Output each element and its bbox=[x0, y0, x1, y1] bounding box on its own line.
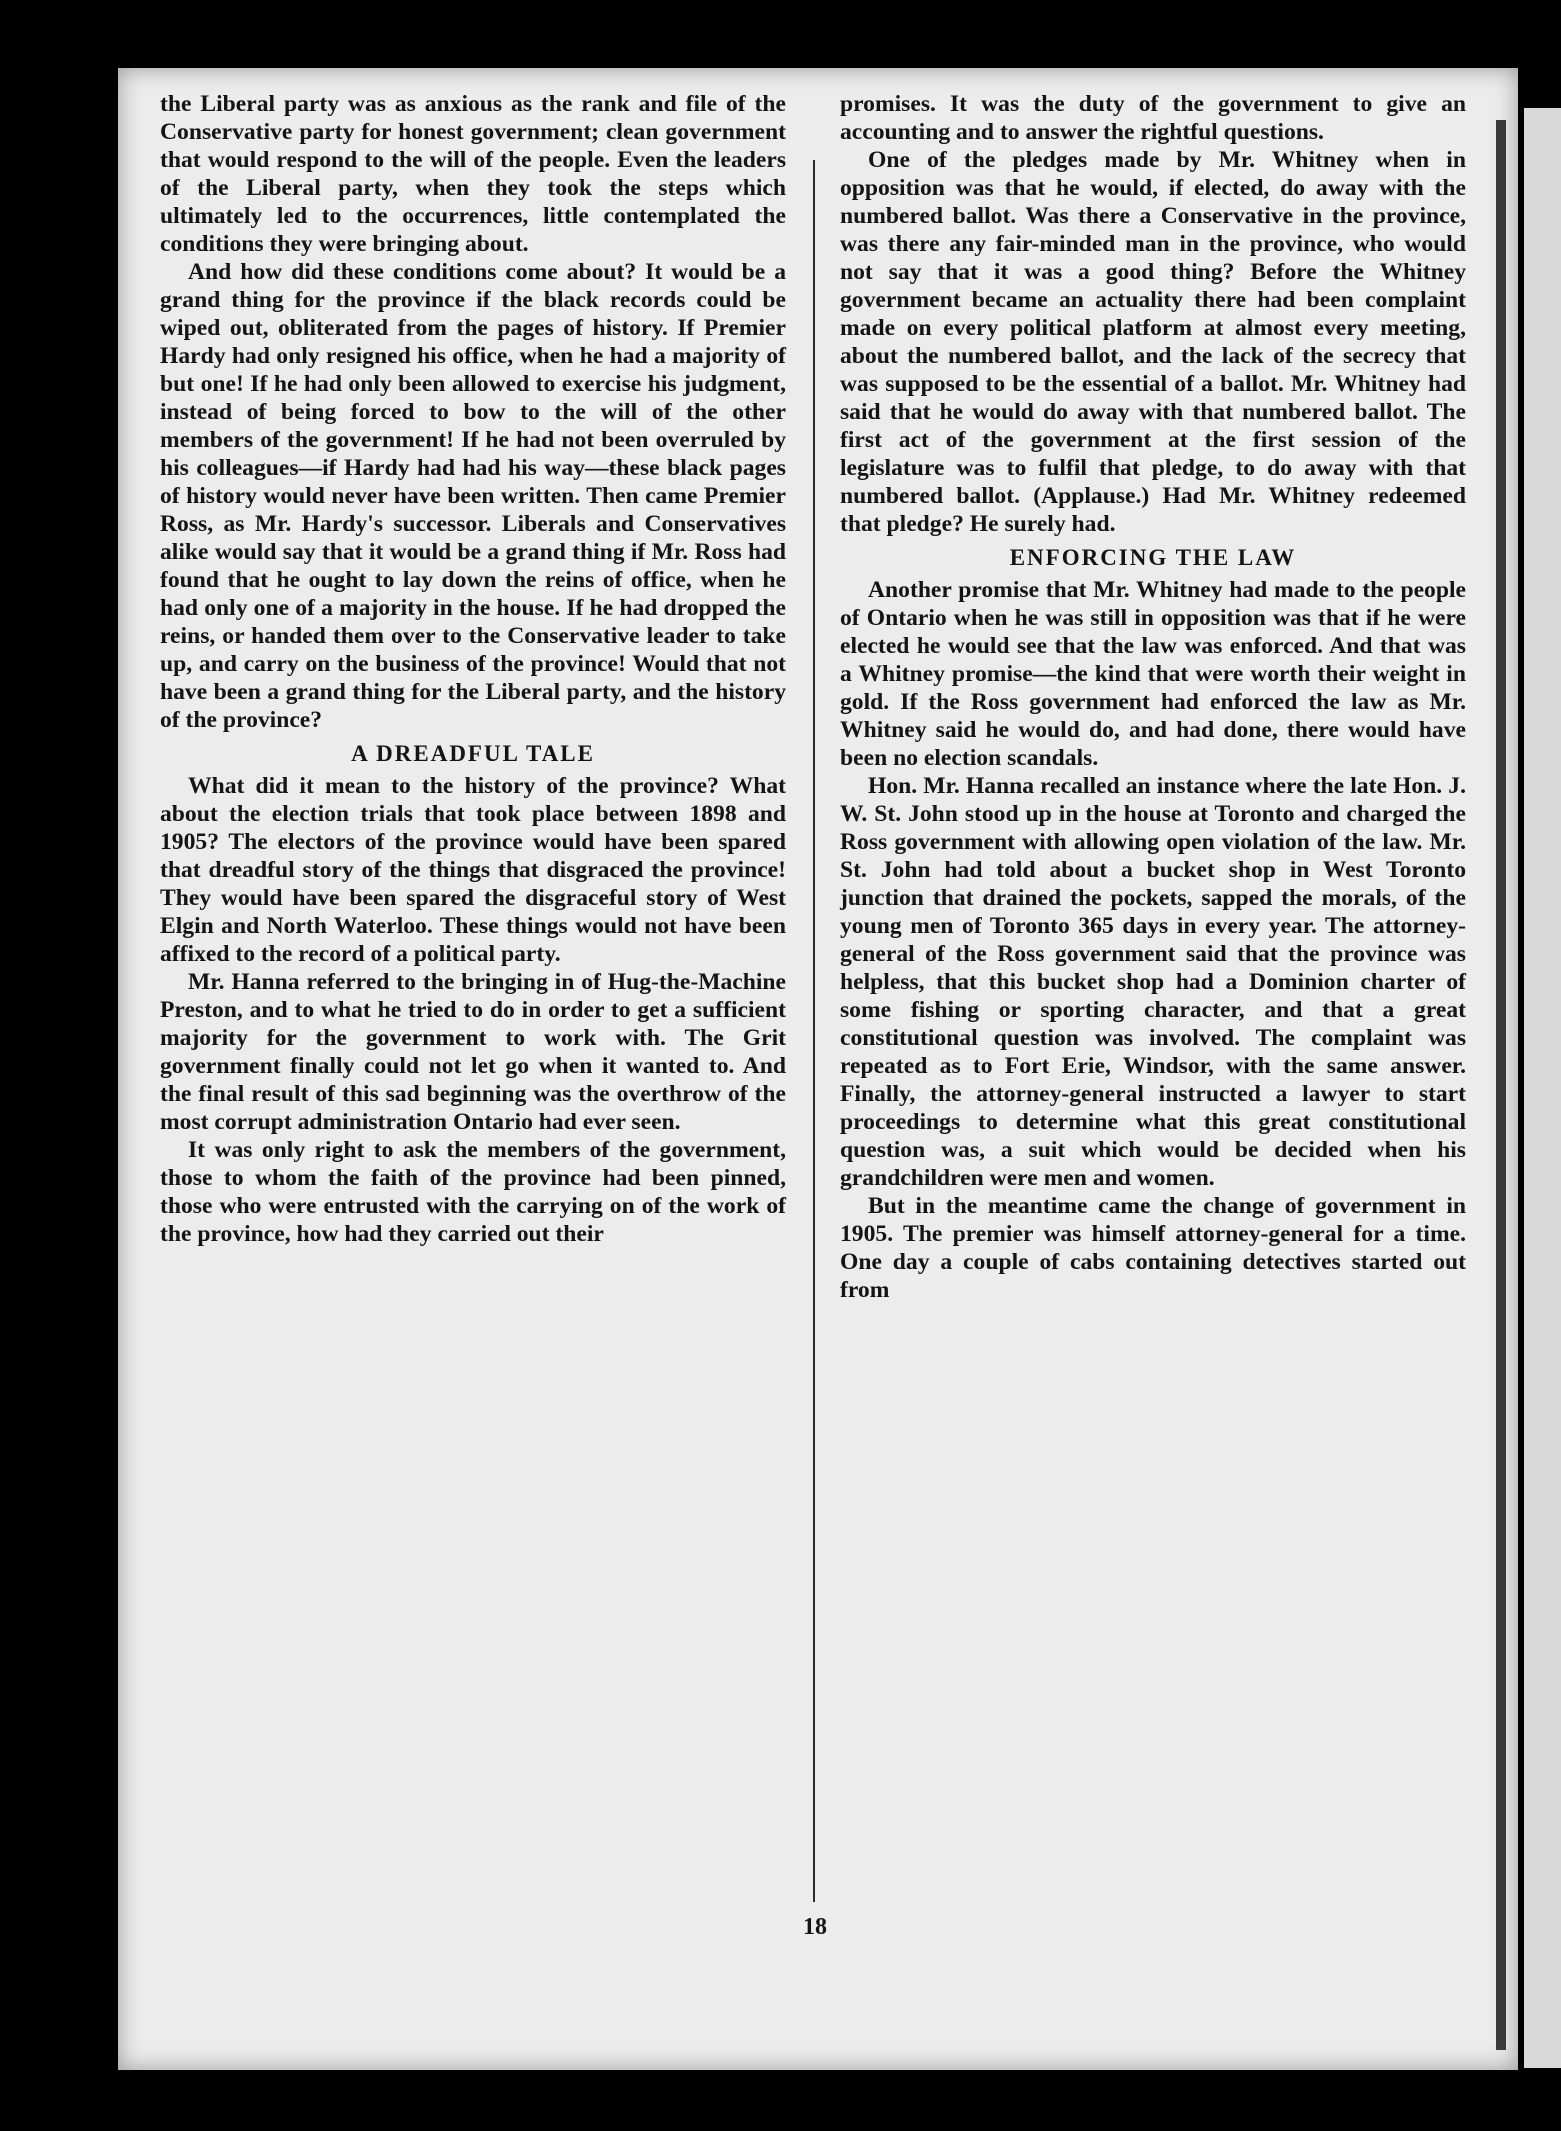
column-divider bbox=[813, 160, 815, 1902]
paragraph: promises. It was the duty of the government to give an accounting and to answer the rightful questions. bbox=[840, 91, 1466, 145]
paragraph: Hon. Mr. Hanna recalled an instance where the late Hon. J. W. St. John stood up in the house at Toronto and charged the Ross government with allowing open violation of the law. Mr. St. John had told about a bucket shop in West Toronto junction that drained the pockets, sapped the morals, of the young men of Toronto 365 days in every year. The attorney-general of the Ross government said that the province was helpless, that this bucket shop had a Dominion charter of some fishing or sporting character, and that a great constitutional question was involved. The complaint was repeated as to Fort Erie, Windsor, with the same answer. Finally, the attorney-general instructed a lawyer to start proceedings to determine what this great constitutional question was, a suit which would be decided when his grandchildren were men and women. bbox=[840, 773, 1466, 1191]
paragraph: the Liberal party was as anxious as the rank and file of the Conservative party for honest government; clean government that would respond to the will of the people. Even the leaders of the Liberal party, when they took the steps which ultimately led to the occurrences, little contemplated the conditions they were bringing about. bbox=[160, 91, 786, 257]
section-heading: ENFORCING THE LAW bbox=[1009, 545, 1297, 570]
paragraph: Mr. Hanna referred to the bringing in of Hug-the-Machine Preston, and to what he tried to do in order to get a sufficient majority for the government to work with. The Grit government finally could not let go when it wanted to. And the final result of this sad beginning was the overthrow of the most corrupt administration Ontario had ever seen. bbox=[160, 969, 786, 1135]
left-column bbox=[160, 90, 786, 1248]
paragraph: But in the meantime came the change of government in 1905. The premier was himself attorney-general for a time. One day a couple of cabs containing detectives started out from bbox=[840, 1193, 1466, 1303]
right-column bbox=[840, 90, 1466, 1304]
paragraph: And how did these conditions come about? It would be a grand thing for the province if the black records could be wiped out, obliterated from the pages of history. If Premier Hardy had only resigned his office, when he had a majority of but one! If he had only been allowed to exercise his judgment, instead of being forced to bow to the will of the other members of the government! If he had not been overruled by his colleagues—if Hardy had had his way—these black pages of history would never have been written. Then came Premier Ross, as Mr. Hardy's successor. Liberals and Conservatives alike would say that it would be a grand thing if Mr. Ross had found that he ought to lay down the reins of office, when he had only one of a majority in the house. If he had dropped the reins, or handed them over to the Conservative leader to take up, and carry on the business of the province! Would that not have been a grand thing for the Liberal party, and the history of the province? bbox=[160, 259, 786, 733]
adjacent-page-edge bbox=[1524, 108, 1561, 2068]
page-number: 18 bbox=[803, 1914, 827, 1940]
paragraph: Another promise that Mr. Whitney had made to the people of Ontario when he was still in opposition was that if he were elected he would see that the law was enforced. And that was a Whitney promise—the kind that were worth their weight in gold. If the Ross government had enforced the law as Mr. Whitney said he would do, and had done, there would have been no election scandals. bbox=[840, 577, 1466, 771]
paragraph: One of the pledges made by Mr. Whitney when in opposition was that he would, if elected, do away with the numbered ballot. Was there a Conservative in the province, was there any fair-minded man in the province, who would not say that it was a good thing? Before the Whitney government became an actuality there had been complaint made on every political platform at almost every meeting, about the numbered ballot, and the lack of the secrecy that was supposed to be the essential of a ballot. Mr. Whitney had said that he would do away with that numbered ballot. The first act of the government at the first session of the legislature was to fulfil that pledge, to do away with that numbered ballot. (Applause.) Had Mr. Whitney redeemed that pledge? He surely had. bbox=[840, 147, 1466, 537]
section-heading: A DREADFUL TALE bbox=[351, 741, 595, 766]
paragraph: It was only right to ask the members of the government, those to whom the faith of the province had been pinned, those who were entrusted with the carrying on of the work of the province, how had they carried out their bbox=[160, 1137, 786, 1247]
page-edge-shadow bbox=[1496, 120, 1506, 2050]
paragraph: What did it mean to the history of the province? What about the election trials that took place between 1898 and 1905? The electors of the province would have been spared that dreadful story of the things that disgraced the province! They would have been spared the disgraceful story of West Elgin and North Waterloo. These things would not have been affixed to the record of a political party. bbox=[160, 773, 786, 967]
